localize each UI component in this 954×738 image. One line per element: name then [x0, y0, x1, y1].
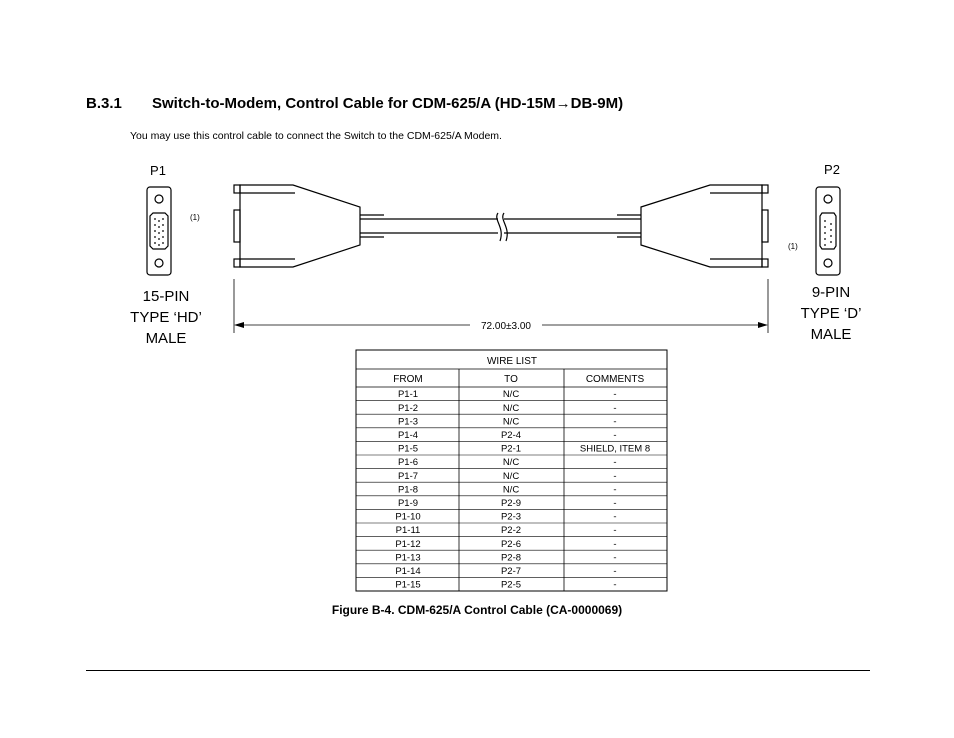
cell-from: P1-7 [397, 470, 419, 482]
cell-comments: - [613, 457, 617, 469]
col-header-comments: COMMENTS [585, 374, 645, 385]
cell-comments: - [613, 402, 617, 414]
cell-comments: SHIELD, ITEM 8 [579, 443, 651, 455]
cell-to: P2-3 [500, 511, 522, 523]
cell-comments: - [613, 511, 617, 523]
p1-desc-line-3: MALE [145, 330, 187, 347]
wire-list-title: WIRE LIST [486, 356, 538, 367]
cell-to: N/C [502, 416, 520, 428]
table-row [356, 552, 667, 563]
cell-from: P1-8 [397, 484, 419, 496]
cell-from: P1-9 [397, 498, 419, 509]
cell-to: P2-5 [500, 579, 522, 591]
cell-comments: - [613, 430, 617, 441]
intro-paragraph: You may use this control cable to connect the Switch to the CDM-625/A Modem. [130, 130, 502, 142]
cell-comments: - [613, 416, 617, 428]
table-row [356, 512, 667, 523]
cell-from: P1-4 [397, 430, 419, 441]
p1-connector [147, 163, 200, 275]
cell-to: N/C [502, 470, 520, 482]
cell-from: P1-5 [397, 443, 419, 455]
p2-note: (1) [788, 242, 798, 251]
cell-to: P2-4 [500, 430, 522, 441]
p1-desc-line-2: TYPE ‘HD’ [130, 309, 202, 326]
length-dimension: 72.00±3.00 [481, 321, 531, 332]
cell-from: P1-2 [397, 402, 419, 414]
cell-comments: - [613, 552, 617, 564]
cell-from: P1-6 [397, 457, 419, 469]
p2-pins-icon [824, 220, 832, 246]
cable-assembly [234, 185, 768, 333]
section-heading [86, 95, 623, 112]
cell-from: P1-10 [395, 511, 421, 523]
cell-to: N/C [502, 402, 520, 414]
cell-from: P1-15 [395, 579, 421, 591]
cell-from: P1-12 [395, 538, 421, 550]
cell-from: P1-3 [397, 416, 419, 428]
p2-label: P2 [824, 162, 840, 177]
cell-from: P1-1 [397, 389, 419, 401]
table-row [356, 457, 667, 468]
p2-desc-line-2: TYPE ‘D’ [800, 305, 862, 322]
section-number: B.3.1 [86, 95, 122, 112]
p1-note: (1) [190, 213, 200, 222]
p2-desc-line-1: 9-PIN [811, 284, 851, 301]
figure-caption: Figure B-4. CDM-625/A Control Cable (CA-0000069) [331, 603, 623, 617]
p2-connector [788, 162, 840, 275]
p2-desc-line-3: MALE [810, 326, 852, 343]
table-row [356, 484, 667, 495]
table-row [356, 389, 667, 400]
cell-to: N/C [502, 484, 520, 496]
section-title-end: DB-9M) [570, 95, 624, 112]
table-row [356, 471, 667, 482]
col-header-from: FROM [393, 374, 423, 385]
wire-rows [356, 389, 667, 590]
footer-rule [86, 670, 870, 671]
cell-comments: - [613, 525, 617, 537]
cable-drawing [120, 155, 880, 595]
table-row [356, 498, 667, 509]
cell-comments: - [613, 389, 617, 401]
cell-from: P1-13 [395, 552, 421, 564]
cell-from: P1-11 [395, 525, 421, 537]
table-row [356, 416, 667, 427]
cell-comments: - [613, 566, 617, 577]
cell-to: P2-1 [500, 443, 522, 455]
cell-comments: - [613, 470, 617, 482]
cell-to: P2-2 [500, 525, 522, 537]
wire-list-table [356, 350, 667, 591]
cell-comments: - [613, 498, 617, 509]
section-title: Switch-to-Modem, Control Cable for CDM-625/A (HD-15M [152, 95, 556, 112]
cell-from: P1-14 [395, 566, 421, 577]
cell-comments: - [613, 579, 617, 591]
arrow-icon: → [555, 95, 571, 112]
cell-to: P2-9 [500, 498, 522, 509]
table-row [395, 580, 616, 591]
cell-comments: - [613, 484, 617, 496]
cell-to: N/C [502, 389, 520, 401]
cell-to: N/C [502, 457, 520, 469]
cell-to: P2-8 [500, 552, 522, 564]
cell-to: P2-6 [500, 538, 522, 550]
p1-desc-line-1: 15-PIN [142, 288, 190, 305]
table-row [356, 525, 667, 536]
table-row [356, 539, 667, 550]
table-row [356, 430, 667, 441]
p1-label: P1 [150, 163, 166, 178]
table-row [356, 444, 667, 455]
table-row [356, 566, 667, 577]
cell-to: P2-7 [500, 566, 522, 577]
col-header-to: TO [504, 374, 518, 385]
p1-pins-icon [154, 218, 164, 246]
cell-comments: - [613, 538, 617, 550]
table-row [356, 403, 667, 414]
